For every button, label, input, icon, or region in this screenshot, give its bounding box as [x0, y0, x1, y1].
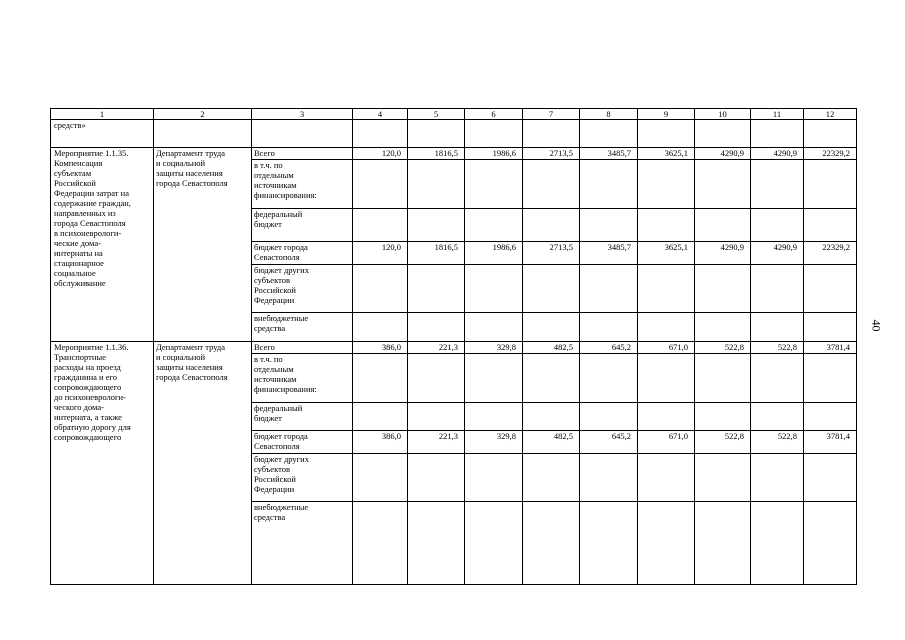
value-cell: [353, 160, 408, 209]
funding-source: бюджет других субъектов Российской Федерации: [252, 265, 353, 313]
value-cell: [804, 209, 857, 242]
value-cell: [751, 265, 804, 313]
measure-title: Мероприятие 1.1.36. Транспортные расходы на проезд гражданина и его сопровождающего до психоневрологи- ческого дома- интерната, а также обратную дорогу для сопровождающего: [51, 342, 154, 585]
responsible-department: Департамент труда и социальной защиты населения города Севастополя: [154, 342, 252, 585]
col-header: 11: [751, 109, 804, 120]
value-cell: 522,8: [751, 431, 804, 454]
value-cell: [804, 454, 857, 502]
empty-cell: [353, 120, 408, 148]
value-cell: [751, 209, 804, 242]
empty-cell: [408, 120, 465, 148]
value-cell: [353, 502, 408, 585]
value-cell: 329,8: [465, 342, 523, 354]
value-cell: [353, 403, 408, 431]
value-cell: [523, 354, 580, 403]
value-cell: [408, 313, 465, 342]
value-cell: 645,2: [580, 431, 638, 454]
value-cell: [408, 265, 465, 313]
col-header: 12: [804, 109, 857, 120]
value-cell: [638, 502, 695, 585]
table-row: [51, 342, 857, 354]
value-cell: [804, 354, 857, 403]
value-cell: [580, 313, 638, 342]
col-header: 6: [465, 109, 523, 120]
value-cell: [751, 502, 804, 585]
funding-source: бюджет других субъектов Российской Федерации: [252, 454, 353, 502]
value-cell: [751, 454, 804, 502]
value-cell: [523, 265, 580, 313]
value-cell: 1816,5: [408, 242, 465, 265]
empty-cell: [695, 120, 751, 148]
value-cell: 482,5: [523, 342, 580, 354]
value-cell: [804, 160, 857, 209]
funding-source: бюджет города Севастополя: [252, 431, 353, 454]
value-cell: [523, 454, 580, 502]
value-cell: [638, 265, 695, 313]
value-cell: 645,2: [580, 342, 638, 354]
value-cell: [695, 354, 751, 403]
value-cell: [580, 160, 638, 209]
value-cell: [408, 209, 465, 242]
funding-source: бюджет города Севастополя: [252, 242, 353, 265]
value-cell: 671,0: [638, 342, 695, 354]
value-cell: [638, 354, 695, 403]
empty-cell: [638, 120, 695, 148]
value-cell: [465, 454, 523, 502]
value-cell: [465, 160, 523, 209]
value-cell: [465, 265, 523, 313]
value-cell: [353, 209, 408, 242]
table-body: [51, 109, 857, 585]
responsible-department: Департамент труда и социальной защиты населения города Севастополя: [154, 148, 252, 342]
value-cell: 3485,7: [580, 242, 638, 265]
value-cell: [580, 265, 638, 313]
value-cell: 3625,1: [638, 148, 695, 160]
col-header: 3: [252, 109, 353, 120]
value-cell: 22329,2: [804, 148, 857, 160]
value-cell: [751, 313, 804, 342]
value-cell: [465, 502, 523, 585]
value-cell: [695, 160, 751, 209]
value-cell: 120,0: [353, 242, 408, 265]
value-cell: [580, 403, 638, 431]
funding-source: Всего: [252, 342, 353, 354]
table-row: [51, 148, 857, 160]
value-cell: [695, 209, 751, 242]
value-cell: 3625,1: [638, 242, 695, 265]
value-cell: 3781,4: [804, 342, 857, 354]
funding-source: в т.ч. по отдельным источникам финансирования:: [252, 160, 353, 209]
value-cell: [523, 313, 580, 342]
value-cell: [804, 502, 857, 585]
value-cell: [580, 209, 638, 242]
value-cell: [523, 403, 580, 431]
funding-source: Всего: [252, 148, 353, 160]
value-cell: 4290,9: [751, 242, 804, 265]
value-cell: 4290,9: [695, 242, 751, 265]
value-cell: 329,8: [465, 431, 523, 454]
col-header: 9: [638, 109, 695, 120]
value-cell: [408, 454, 465, 502]
value-cell: 522,8: [695, 431, 751, 454]
value-cell: [523, 502, 580, 585]
value-cell: [353, 313, 408, 342]
funding-table: [50, 108, 857, 585]
value-cell: [695, 454, 751, 502]
value-cell: 1986,6: [465, 242, 523, 265]
value-cell: [695, 403, 751, 431]
value-cell: 4290,9: [695, 148, 751, 160]
value-cell: [465, 403, 523, 431]
funding-source: федеральный бюджет: [252, 209, 353, 242]
col-header: 2: [154, 109, 252, 120]
value-cell: [523, 209, 580, 242]
value-cell: 522,8: [751, 342, 804, 354]
funding-source: федеральный бюджет: [252, 403, 353, 431]
value-cell: [353, 265, 408, 313]
value-cell: [638, 313, 695, 342]
value-cell: [695, 313, 751, 342]
value-cell: 2713,5: [523, 242, 580, 265]
value-cell: [353, 454, 408, 502]
value-cell: [465, 313, 523, 342]
value-cell: [523, 160, 580, 209]
value-cell: 221,3: [408, 431, 465, 454]
value-cell: 221,3: [408, 342, 465, 354]
value-cell: 2713,5: [523, 148, 580, 160]
value-cell: 4290,9: [751, 148, 804, 160]
value-cell: [465, 209, 523, 242]
col-header: 4: [353, 109, 408, 120]
value-cell: [638, 160, 695, 209]
empty-cell: [154, 120, 252, 148]
measure-title: Мероприятие 1.1.35. Компенсация субъектам Российской Федерации затрат на содержание граждан, направленных из города Севастополя в психоневрологи- ческие дома- интернаты на стационарное социальное обслуживание: [51, 148, 154, 342]
col-header: 7: [523, 109, 580, 120]
value-cell: [353, 354, 408, 403]
funding-source: в т.ч. по отдельным источникам финансирования:: [252, 354, 353, 403]
value-cell: 386,0: [353, 342, 408, 354]
value-cell: [751, 160, 804, 209]
value-cell: [638, 454, 695, 502]
empty-cell: [252, 120, 353, 148]
value-cell: [465, 354, 523, 403]
funding-source: внебюджетные средства: [252, 313, 353, 342]
value-cell: [638, 209, 695, 242]
value-cell: [804, 313, 857, 342]
value-cell: 671,0: [638, 431, 695, 454]
value-cell: 1986,6: [465, 148, 523, 160]
value-cell: 1816,5: [408, 148, 465, 160]
value-cell: [408, 354, 465, 403]
funding-source: внебюджетные средства: [252, 502, 353, 585]
page-number: 40: [869, 319, 884, 332]
col-header: 8: [580, 109, 638, 120]
value-cell: [408, 403, 465, 431]
carry-text: средств»: [51, 120, 154, 148]
value-cell: 386,0: [353, 431, 408, 454]
value-cell: 522,8: [695, 342, 751, 354]
value-cell: [804, 403, 857, 431]
value-cell: 482,5: [523, 431, 580, 454]
value-cell: [408, 502, 465, 585]
value-cell: [638, 403, 695, 431]
value-cell: 3781,4: [804, 431, 857, 454]
col-header: 5: [408, 109, 465, 120]
value-cell: [695, 265, 751, 313]
col-header: 10: [695, 109, 751, 120]
empty-cell: [751, 120, 804, 148]
carry-over-row: [51, 120, 857, 148]
value-cell: [580, 354, 638, 403]
value-cell: 22329,2: [804, 242, 857, 265]
value-cell: 3485,7: [580, 148, 638, 160]
value-cell: [580, 454, 638, 502]
empty-cell: [580, 120, 638, 148]
value-cell: [408, 160, 465, 209]
value-cell: [751, 403, 804, 431]
empty-cell: [465, 120, 523, 148]
col-header: 1: [51, 109, 154, 120]
value-cell: [804, 265, 857, 313]
empty-cell: [523, 120, 580, 148]
column-number-row: [51, 109, 857, 120]
value-cell: 120,0: [353, 148, 408, 160]
value-cell: [580, 502, 638, 585]
value-cell: [751, 354, 804, 403]
empty-cell: [804, 120, 857, 148]
value-cell: [695, 502, 751, 585]
